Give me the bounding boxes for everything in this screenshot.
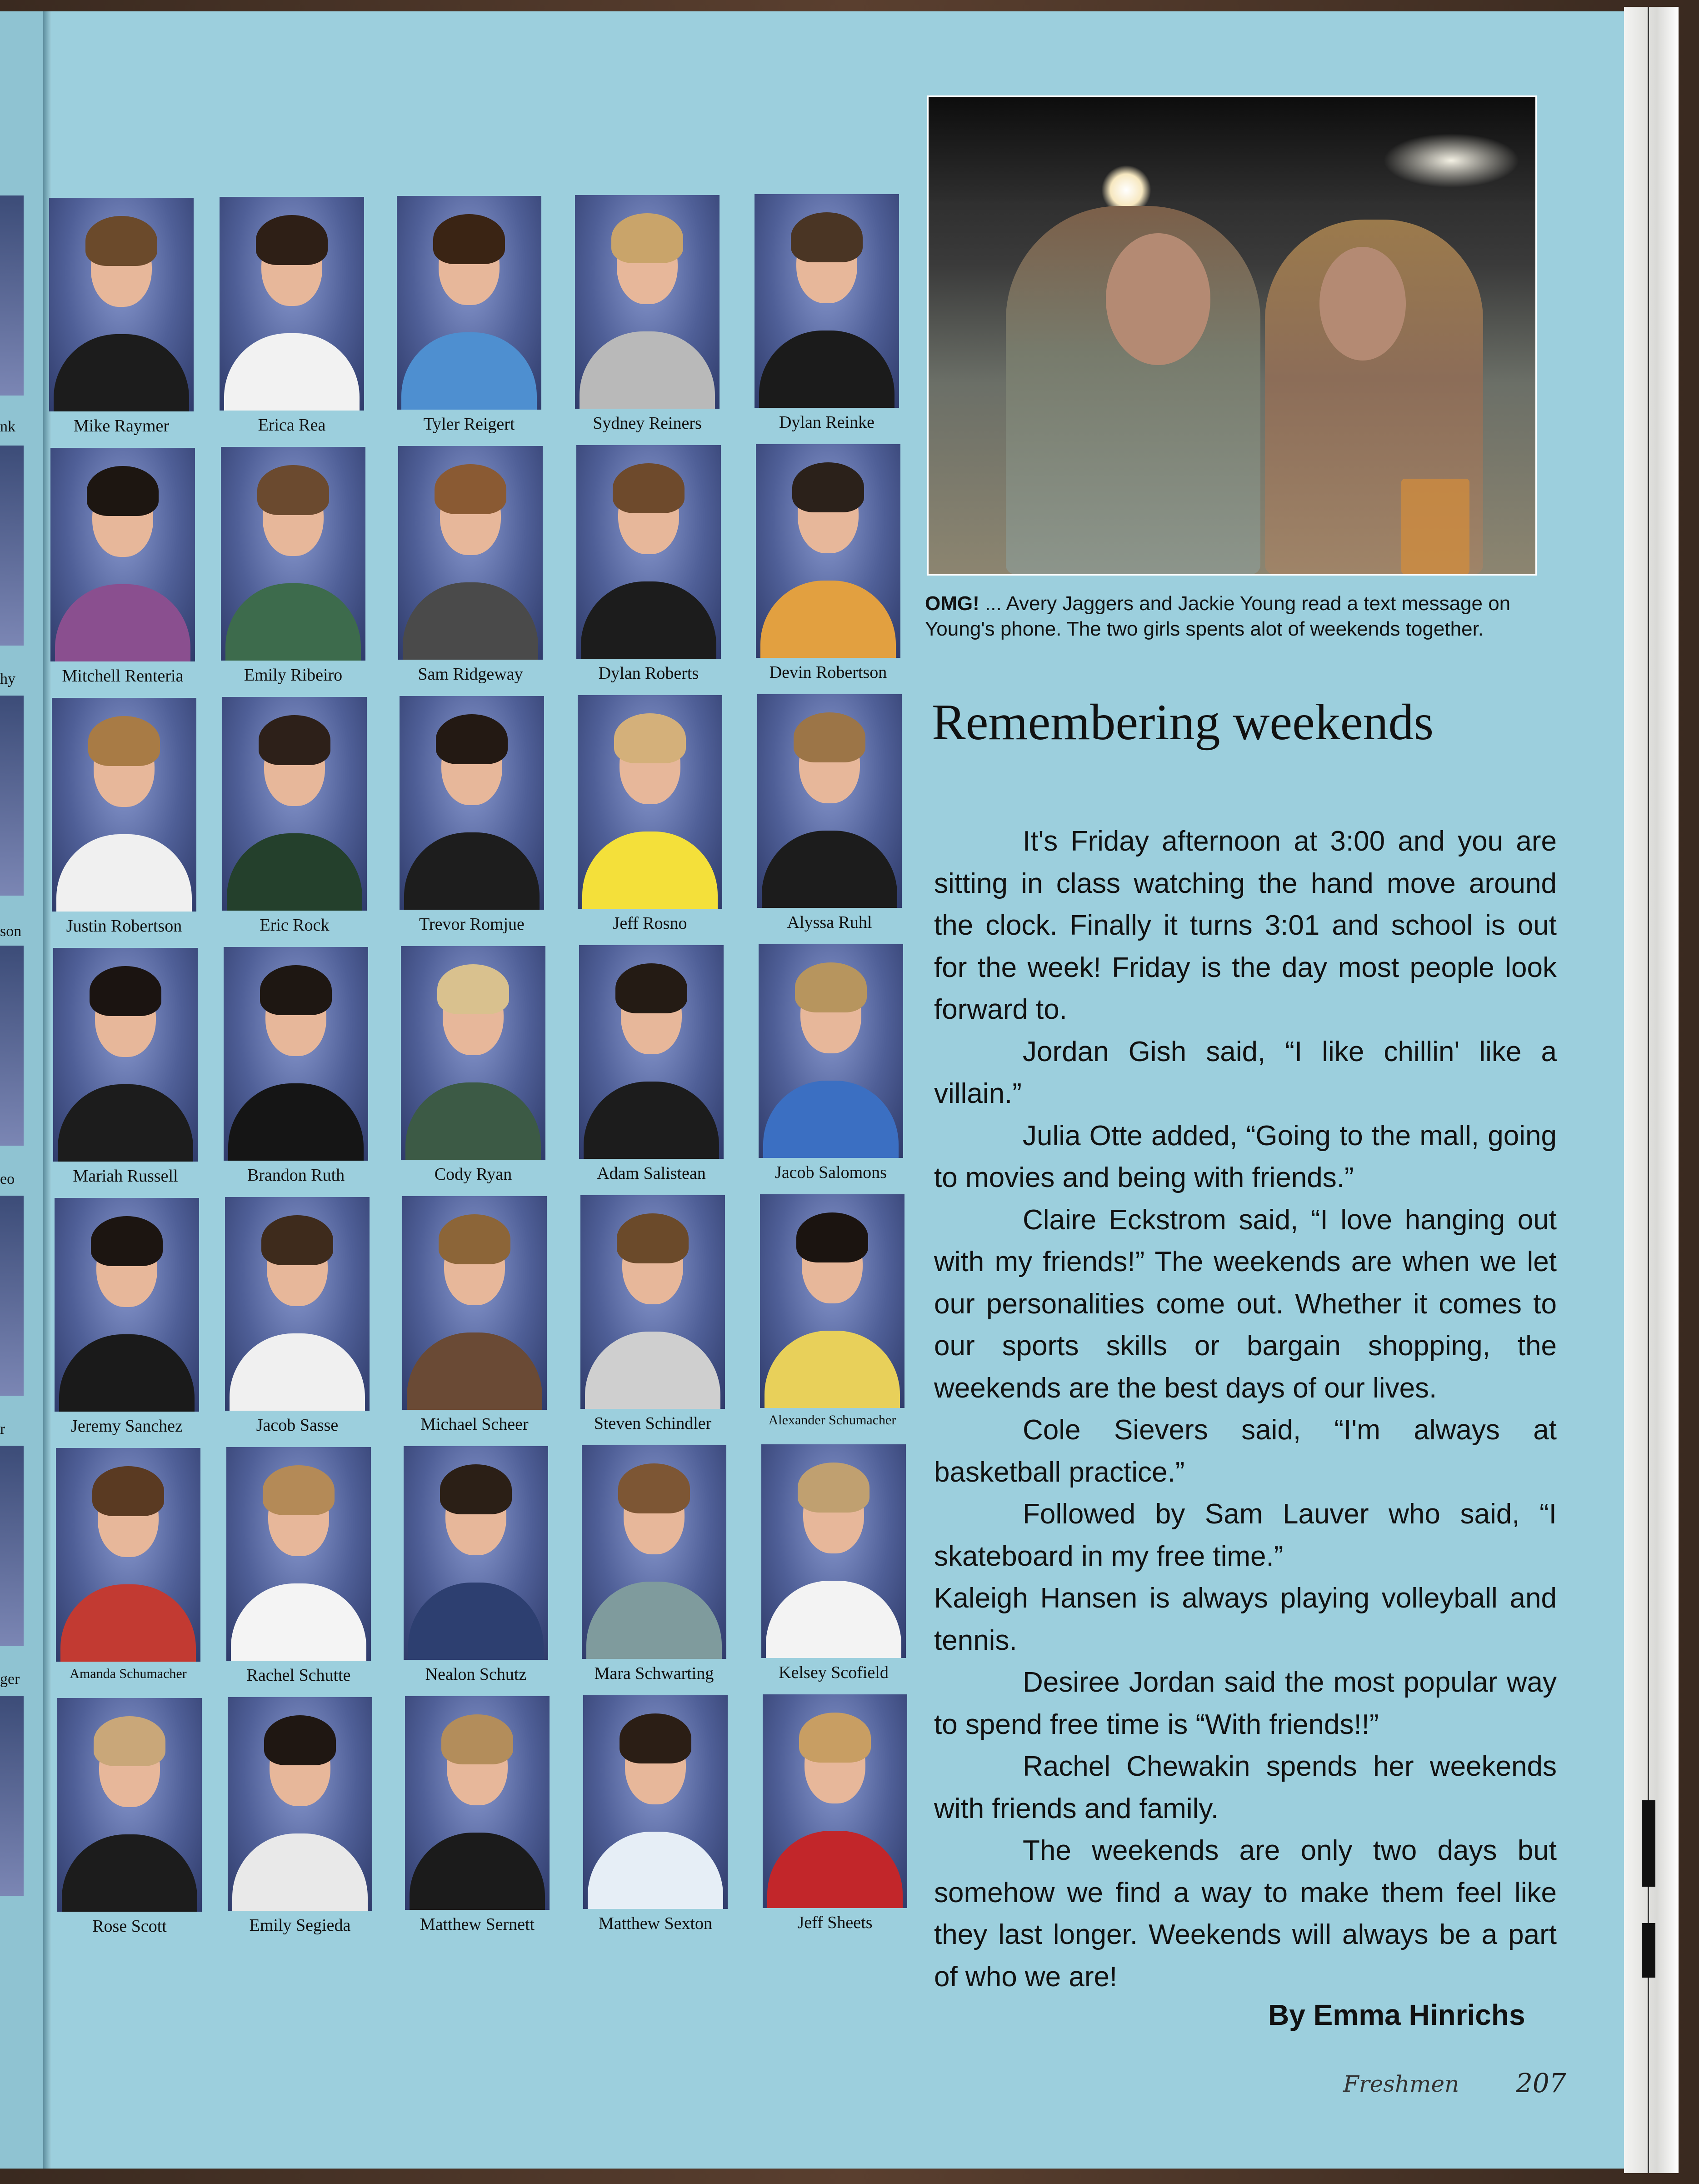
caption-lead: OMG! <box>925 592 979 615</box>
story-paragraph: Claire Eckstrom said, “I love hanging out with my friends!” The weekends are when we let our personalities come out. Whether it comes to our sports skills or bargain shopping, the weekends are the best days of our lives. <box>934 1204 1557 1404</box>
portrait-shirt <box>403 582 538 660</box>
student-portrait <box>579 945 724 1159</box>
portrait-hair <box>90 966 161 1016</box>
photo-light <box>1383 133 1519 188</box>
facing-portrait-sliver <box>0 696 24 896</box>
photo-caption <box>925 591 1539 642</box>
student-name: Emily Segieda <box>249 1916 351 1935</box>
photo-subject-right-face <box>1319 247 1406 361</box>
student-portrait <box>52 698 196 912</box>
portrait-hair <box>94 1716 165 1766</box>
portrait-shirt <box>401 332 537 410</box>
story-paragraph: It's Friday afternoon at 3:00 and you are sitting in class watching the hand move around the clock. Finally it turns 3:01 and school is out for the week! Friday is the day most people look forward to. <box>934 826 1557 1025</box>
student-name: Mara Schwarting <box>594 1664 714 1683</box>
story-paragraph: Julia Otte added, “Going to the mall, going to movies and being with friends.” <box>934 1120 1557 1193</box>
student-name: Rachel Schutte <box>246 1666 351 1685</box>
student-name: Steven Schindler <box>594 1414 712 1433</box>
portrait-shirt <box>766 1581 901 1658</box>
portrait-hair <box>618 1463 690 1513</box>
student-name: Matthew Sernett <box>420 1915 535 1934</box>
portrait-shirt <box>581 581 716 659</box>
feature-photo <box>927 95 1537 576</box>
student-name: Mike Raymer <box>73 416 169 436</box>
portrait-hair <box>796 1212 868 1262</box>
student-portrait <box>221 447 365 661</box>
student-portrait <box>225 1197 370 1411</box>
portrait-hair <box>620 1713 691 1763</box>
portrait-hair <box>614 713 686 763</box>
portrait-shirt <box>231 1583 366 1661</box>
portrait-hair <box>259 715 330 765</box>
portrait-hair <box>263 1465 335 1515</box>
student-name: Michael Scheer <box>420 1415 529 1434</box>
facing-page-name-fragment: nk <box>0 418 15 435</box>
edge-mark <box>1642 1923 1655 1978</box>
student-name: Jacob Salomons <box>775 1163 887 1182</box>
portrait-shirt <box>59 1334 195 1412</box>
student-name: Alexander Schumacher <box>768 1413 896 1428</box>
student-portrait <box>56 1448 200 1662</box>
edge-mark <box>1642 1800 1655 1887</box>
portrait-hair <box>85 216 157 266</box>
student-portrait <box>756 444 900 658</box>
portrait-hair <box>615 963 687 1013</box>
student-portrait <box>761 1444 906 1658</box>
facing-page-name-fragment: ger <box>0 1671 20 1688</box>
portrait-shirt <box>232 1833 368 1911</box>
student-name: Kelsey Scofield <box>779 1663 889 1682</box>
student-name: Rose Scott <box>92 1917 167 1936</box>
student-name: Eric Rock <box>260 916 330 935</box>
student-name: Jeff Rosno <box>613 914 687 933</box>
portrait-shirt <box>62 1834 197 1912</box>
student-portrait <box>55 1198 199 1412</box>
portrait-shirt <box>404 832 540 910</box>
student-portrait <box>53 948 198 1162</box>
portrait-shirt <box>405 1082 541 1160</box>
student-name: Tyler Reigert <box>423 415 515 434</box>
portrait-hair <box>439 1214 510 1264</box>
student-name: Erica Rea <box>258 416 326 435</box>
student-name: Sydney Reiners <box>593 414 702 433</box>
portrait-shirt <box>582 832 718 909</box>
student-name: Justin Robertson <box>66 917 182 936</box>
portrait-shirt <box>410 1833 545 1910</box>
student-name: Devin Robertson <box>769 663 887 682</box>
portrait-shirt <box>588 1832 723 1909</box>
portrait-shirt <box>760 581 896 658</box>
student-portrait <box>575 195 720 409</box>
story-paragraph: Jordan Gish said, “I like chillin' like a villain.” <box>934 1036 1557 1109</box>
story-paragraph: Followed by Sam Lauver who said, “I skateboard in my free time.” <box>934 1498 1557 1572</box>
portrait-hair <box>88 716 160 766</box>
story-body <box>934 821 1557 1998</box>
facing-portrait-sliver <box>0 446 24 646</box>
student-name: Alyssa Ruhl <box>787 913 872 932</box>
facing-page-name-fragment: son <box>0 923 22 940</box>
portrait-hair <box>261 1215 333 1265</box>
student-name: Dylan Roberts <box>598 664 699 683</box>
student-portrait <box>580 1195 725 1409</box>
portrait-shirt <box>230 1333 365 1411</box>
facing-page-name-fragment: r <box>0 1421 5 1438</box>
story-paragraph: Desiree Jordan said the most popular way to spend free time is “With friends!!” <box>934 1667 1557 1740</box>
student-name: Trevor Romjue <box>419 915 525 934</box>
portrait-hair <box>264 1715 336 1765</box>
caption-text: ... Avery Jaggers and Jackie Young read a text message on Young's phone. The two girls spents alot of weekends together. <box>925 592 1511 640</box>
portrait-shirt <box>762 831 897 908</box>
story-paragraph: Cole Sievers said, “I'm always at basketball practice.” <box>934 1414 1557 1488</box>
portrait-shirt <box>767 1831 903 1908</box>
photo-drink-glass <box>1401 479 1469 574</box>
facing-portrait-sliver <box>0 1446 24 1646</box>
story-headline: Remembering weekends <box>932 694 1434 751</box>
student-portrait <box>763 1694 907 1908</box>
student-portrait <box>582 1445 726 1659</box>
student-portrait <box>222 697 367 911</box>
student-portrait <box>397 196 541 410</box>
portrait-hair <box>436 714 508 764</box>
portrait-hair <box>617 1213 689 1263</box>
portrait-hair <box>87 466 159 516</box>
student-portrait <box>398 446 543 660</box>
portrait-hair <box>440 1464 512 1514</box>
student-portrait <box>404 1446 548 1660</box>
portrait-shirt <box>54 334 189 411</box>
facing-portrait-sliver <box>0 1696 24 1896</box>
student-name: Nealon Schutz <box>425 1665 527 1684</box>
student-portrait <box>50 448 195 661</box>
facing-page-name-fragment: eo <box>0 1171 15 1187</box>
portrait-hair <box>433 214 505 264</box>
photo-subject-left-face <box>1106 233 1210 365</box>
portrait-hair <box>257 465 329 515</box>
facing-portrait-sliver <box>0 946 24 1146</box>
portrait-shirt <box>58 1084 193 1162</box>
portrait-shirt <box>408 1583 544 1660</box>
student-name: Emily Ribeiro <box>244 666 343 685</box>
student-portrait <box>220 197 364 411</box>
portrait-shirt <box>224 333 360 411</box>
student-portrait <box>755 194 899 408</box>
facing-portrait-sliver <box>0 1196 24 1396</box>
portrait-shirt <box>55 584 190 661</box>
student-portrait <box>578 695 722 909</box>
student-name: Jeff Sheets <box>797 1913 873 1932</box>
portrait-shirt <box>765 1331 900 1408</box>
student-name: Mitchell Renteria <box>62 666 184 686</box>
portrait-hair <box>798 1463 869 1513</box>
portrait-hair <box>441 1714 513 1764</box>
portrait-hair <box>611 213 683 263</box>
student-name: Matthew Sexton <box>598 1914 713 1933</box>
story-paragraph: Rachel Chewakin spends her weekends with friends and family. <box>934 1751 1557 1824</box>
portrait-hair <box>795 962 867 1012</box>
student-portrait <box>760 1194 904 1408</box>
portrait-hair <box>794 712 865 762</box>
student-portrait <box>57 1698 202 1912</box>
portrait-shirt <box>407 1332 542 1410</box>
portrait-shirt <box>763 1081 899 1158</box>
student-name: Mariah Russell <box>73 1167 178 1186</box>
folio-section: Freshmen <box>1343 2071 1459 2097</box>
student-name: Brandon Ruth <box>247 1166 345 1185</box>
story-paragraph: The weekends are only two days but somehow we find a way to make them feel like they last longer. Weekends will always be a part of who we are! <box>934 1835 1557 1993</box>
portrait-hair <box>435 464 506 514</box>
portrait-shirt <box>225 583 361 661</box>
portrait-hair <box>792 462 864 512</box>
facing-page-name-fragment: hy <box>0 671 15 687</box>
portrait-hair <box>791 212 863 262</box>
student-name: Amanda Schumacher <box>70 1666 187 1681</box>
portrait-hair <box>799 1713 871 1763</box>
student-portrait <box>401 946 545 1160</box>
portrait-hair <box>91 1216 163 1266</box>
portrait-shirt <box>56 834 192 912</box>
student-portrait <box>49 198 194 411</box>
portrait-hair <box>256 215 328 265</box>
student-portrait <box>759 944 903 1158</box>
student-portrait <box>226 1447 371 1661</box>
student-portrait <box>576 445 721 659</box>
student-portrait <box>757 694 902 908</box>
student-name: Jacob Sasse <box>256 1416 339 1435</box>
facing-portrait-sliver <box>0 195 24 396</box>
portrait-shirt <box>759 331 894 408</box>
student-portrait <box>402 1196 547 1410</box>
portrait-shirt <box>584 1082 719 1159</box>
student-portrait <box>583 1695 728 1909</box>
story-byline: By Emma Hinrichs <box>1268 1999 1525 2031</box>
student-portrait <box>405 1696 550 1910</box>
portrait-hair <box>613 463 685 513</box>
student-portrait <box>224 947 368 1161</box>
student-name: Sam Ridgeway <box>418 665 523 684</box>
student-name: Cody Ryan <box>434 1165 512 1184</box>
page-number: 207 <box>1516 2068 1566 2099</box>
story-paragraph: Kaleigh Hansen is always playing volleyball and tennis. <box>934 1583 1557 1656</box>
student-name: Dylan Reinke <box>779 413 874 432</box>
portrait-shirt <box>586 1582 722 1659</box>
portrait-shirt <box>227 833 362 911</box>
student-name: Jeremy Sanchez <box>71 1417 183 1436</box>
portrait-shirt <box>228 1083 364 1161</box>
portrait-hair <box>92 1466 164 1516</box>
portrait-shirt <box>585 1332 720 1409</box>
student-portrait <box>228 1697 372 1911</box>
student-name: Adam Salistean <box>597 1164 706 1183</box>
portrait-shirt <box>580 331 715 409</box>
portrait-shirt <box>60 1584 196 1662</box>
portrait-hair <box>260 965 332 1015</box>
portrait-hair <box>437 964 509 1014</box>
student-portrait <box>400 696 544 910</box>
